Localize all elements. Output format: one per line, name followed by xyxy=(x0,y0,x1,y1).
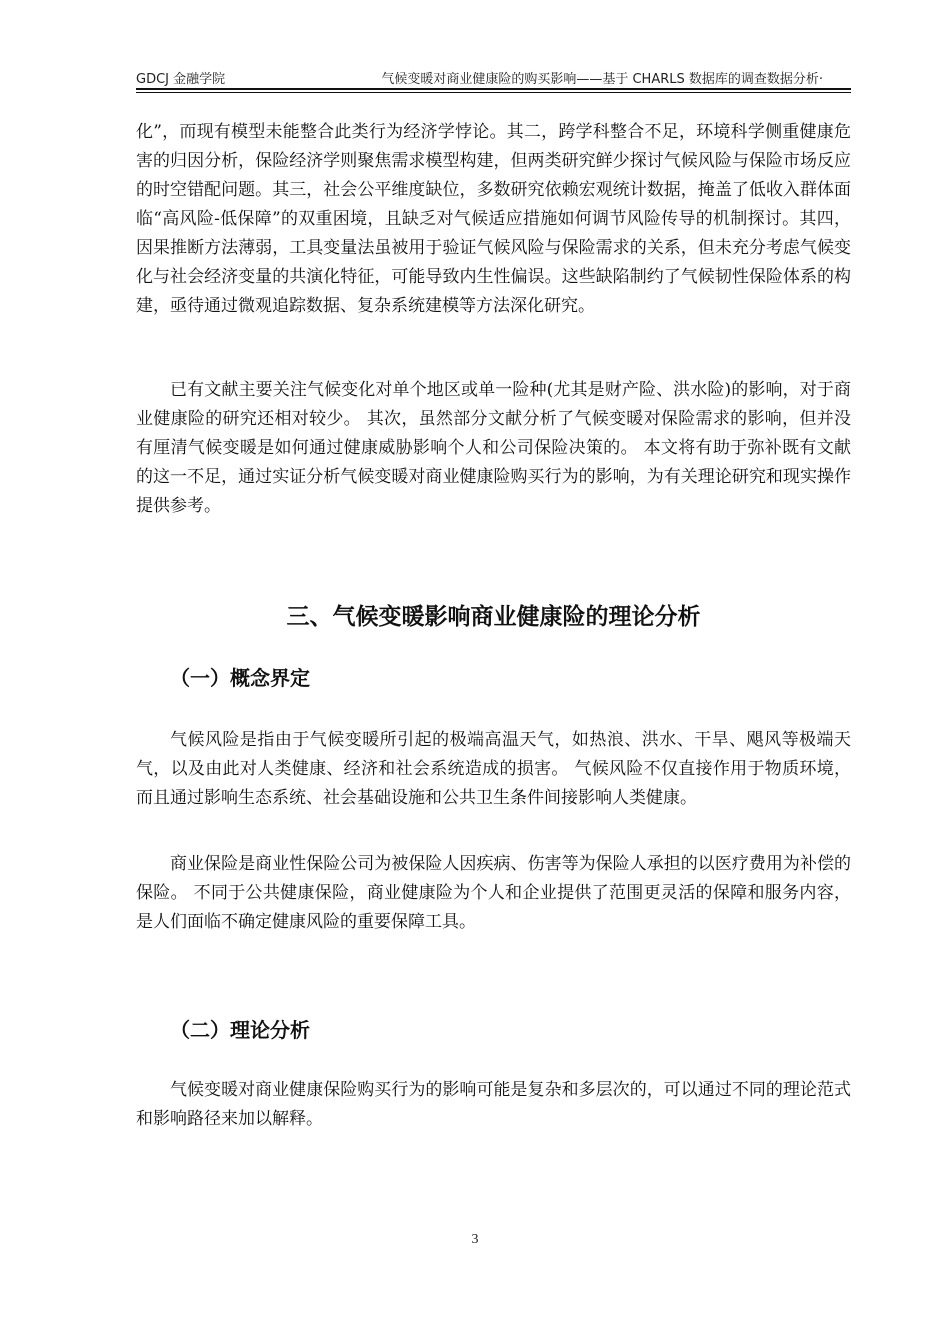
header-institution: GDCJ 金融学院 xyxy=(136,72,226,87)
header-rule-thin xyxy=(136,92,851,93)
body-paragraph-1: 化”，而现有模型未能整合此类行为经济学悖论。其二，跨学科整合不足，环境科学侧重健康危害的归因分析，保险经济学则聚焦需求模型构建，但两类研究鲜少探讨气候风险与保险市场反应的时空错配问题。其三，社会公平维度缺位，多数研究依赖宏观统计数据，掩盖了低收入群体面临“高风险-低保障”的双重困境，且缺乏对气候适应措施如何调节风险传导的机制探讨。其四，因果推断方法薄弱，工具变量法虽被用于验证气候风险与保险需求的关系，但未充分考虑气候变化与社会经济变量的共演化特征，可能导致内生性偏误。这些缺陷制约了气候韧性保险体系的构建，亟待通过微观追踪数据、复杂系统建模等方法深化研究。 xyxy=(136,122,851,316)
subsection-title-theory: （二）理论分析 xyxy=(170,1018,310,1042)
header-running-title: 气候变暖对商业健康险的购买影响——基于 CHARLS 数据库的调查数据分析· xyxy=(381,72,823,87)
section-title: 三、气候变暖影响商业健康险的理论分析 xyxy=(286,604,701,630)
body-paragraph-4: 商业保险是商业性保险公司为被保险人因疾病、伤害等为保险人承担的以医疗费用为补偿的保险。 不同于公共健康保险，商业健康险为个人和企业提供了范围更灵活的保障和服务内容，是人们面临不确定健康风险的重要保障工具。 xyxy=(136,854,851,932)
page-number: 3 xyxy=(471,1232,479,1247)
subsection-title-concepts: （一）概念界定 xyxy=(170,666,310,690)
running-header xyxy=(136,64,851,86)
body-paragraph-3: 气候风险是指由于气候变暖所引起的极端高温天气，如热浪、洪水、干旱、飓风等极端天气，以及由此对人类健康、经济和社会系统造成的损害。 气候风险不仅直接作用于物质环境，而且通过影响生态系统、社会基础设施和公共卫生条件间接影响人类健康。 xyxy=(136,730,851,808)
body-paragraph-2: 已有文献主要关注气候变化对单个地区或单一险种(尤其是财产险、洪水险)的影响，对于商业健康险的研究还相对较少。 其次，虽然部分文献分析了气候变暖对保险需求的影响，但并没有厘清气候变暖是如何通过健康威胁影响个人和公司保险决策的。 本文将有助于弥补既有文献的这一不足，通过实证分析气候变暖对商业健康险购买行为的影响，为有关理论研究和现实操作提供参考。 xyxy=(136,380,851,516)
header-rule-thick xyxy=(136,88,851,90)
body-paragraph-5: 气候变暖对商业健康保险购买行为的影响可能是复杂和多层次的，可以通过不同的理论范式和影响路径来加以解释。 xyxy=(136,1080,851,1129)
